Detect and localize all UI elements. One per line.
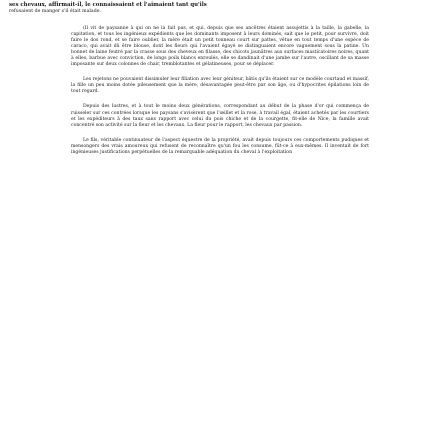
paragraph-3: Depuis des lustres, et à tout le moins deux générations, correspondant au début de la phase d'or qui commença de ruisseler sur ces contrées lorsque les paysans s'avisèrent que l'œillet et la rose, à travail égal, étaient achetés par les courtiers et les expéditeurs à des taux sans rapport avec celui du pois chiche et de la courgette, fit-elle de Nice, la famille avait concentré son activité sur la fleur et les chevaux. La fleur pour le rapport, les chevaux par passion. xyxy=(71,104,369,128)
page-top-fragment xyxy=(9,2,425,15)
paragraph-4: Le fils, véritable continuateur de l'aspect équestre de la propriété, avait depuis toujours ces comportements pudiques et mensongers des vrais amoureux qui refusent de reconnaître qu'un fou les consume, fût-ce à eux-mêmes. Il inventait de fort ingénieuses justifications perpétuelles de la remarquable adéquation du cheval à l'exploitation xyxy=(71,137,369,155)
paragraph-1: (Il vit de paysanne à qui on ne la fait pas, et qui, depuis que ses ancêtres étaient assujettis à la taille, la gabelle, la capitation, et tous les ingénieux expédients que les dominants imposent à leurs dominés, sait que le petit, pour survivre, doit faire le dos rond, et se faire oublier, la mère était un petit tonneau court sur pattes, vêtue en tout temps d'une espèce de caraco, qui avait dû être blouse, dont les fleurs qui l'avaient égayé se distinguaient encore vaguement sous la patine. Un bonnet de laine feutré par la crasse sous des cheveux en filasse, des chicots jaunâtres aux surfaces masticatoires noires, quant à elles, barbue avec conviction, de longs poils blancs enroulés, elle se dandinait d'une jambe sur l'autre, oscillant de sa masse imposante sur deux colonnes de chair, tremblotantes et gélatineuses, pour se déplacer. xyxy=(71,26,369,68)
paragraph-2: Les rejetons ne pouvaient dissimuler leur filiation avec leur géniteur, bâtis qu'ils étaient sur ce modèle courtaud et massif, la fille un peu moins dotée pileusement que la mère, désavantagée peut-être par son âge, ou d'hypocrites épilations loin de tout regard. xyxy=(71,77,369,95)
top-line-2: refusaient de manger s'il était malade. xyxy=(9,8,101,14)
top-line-1: ses chevaux, affirmait-il, le connaissaient et l'aimaient tant qu'ils xyxy=(9,2,207,8)
text-column xyxy=(71,26,369,156)
